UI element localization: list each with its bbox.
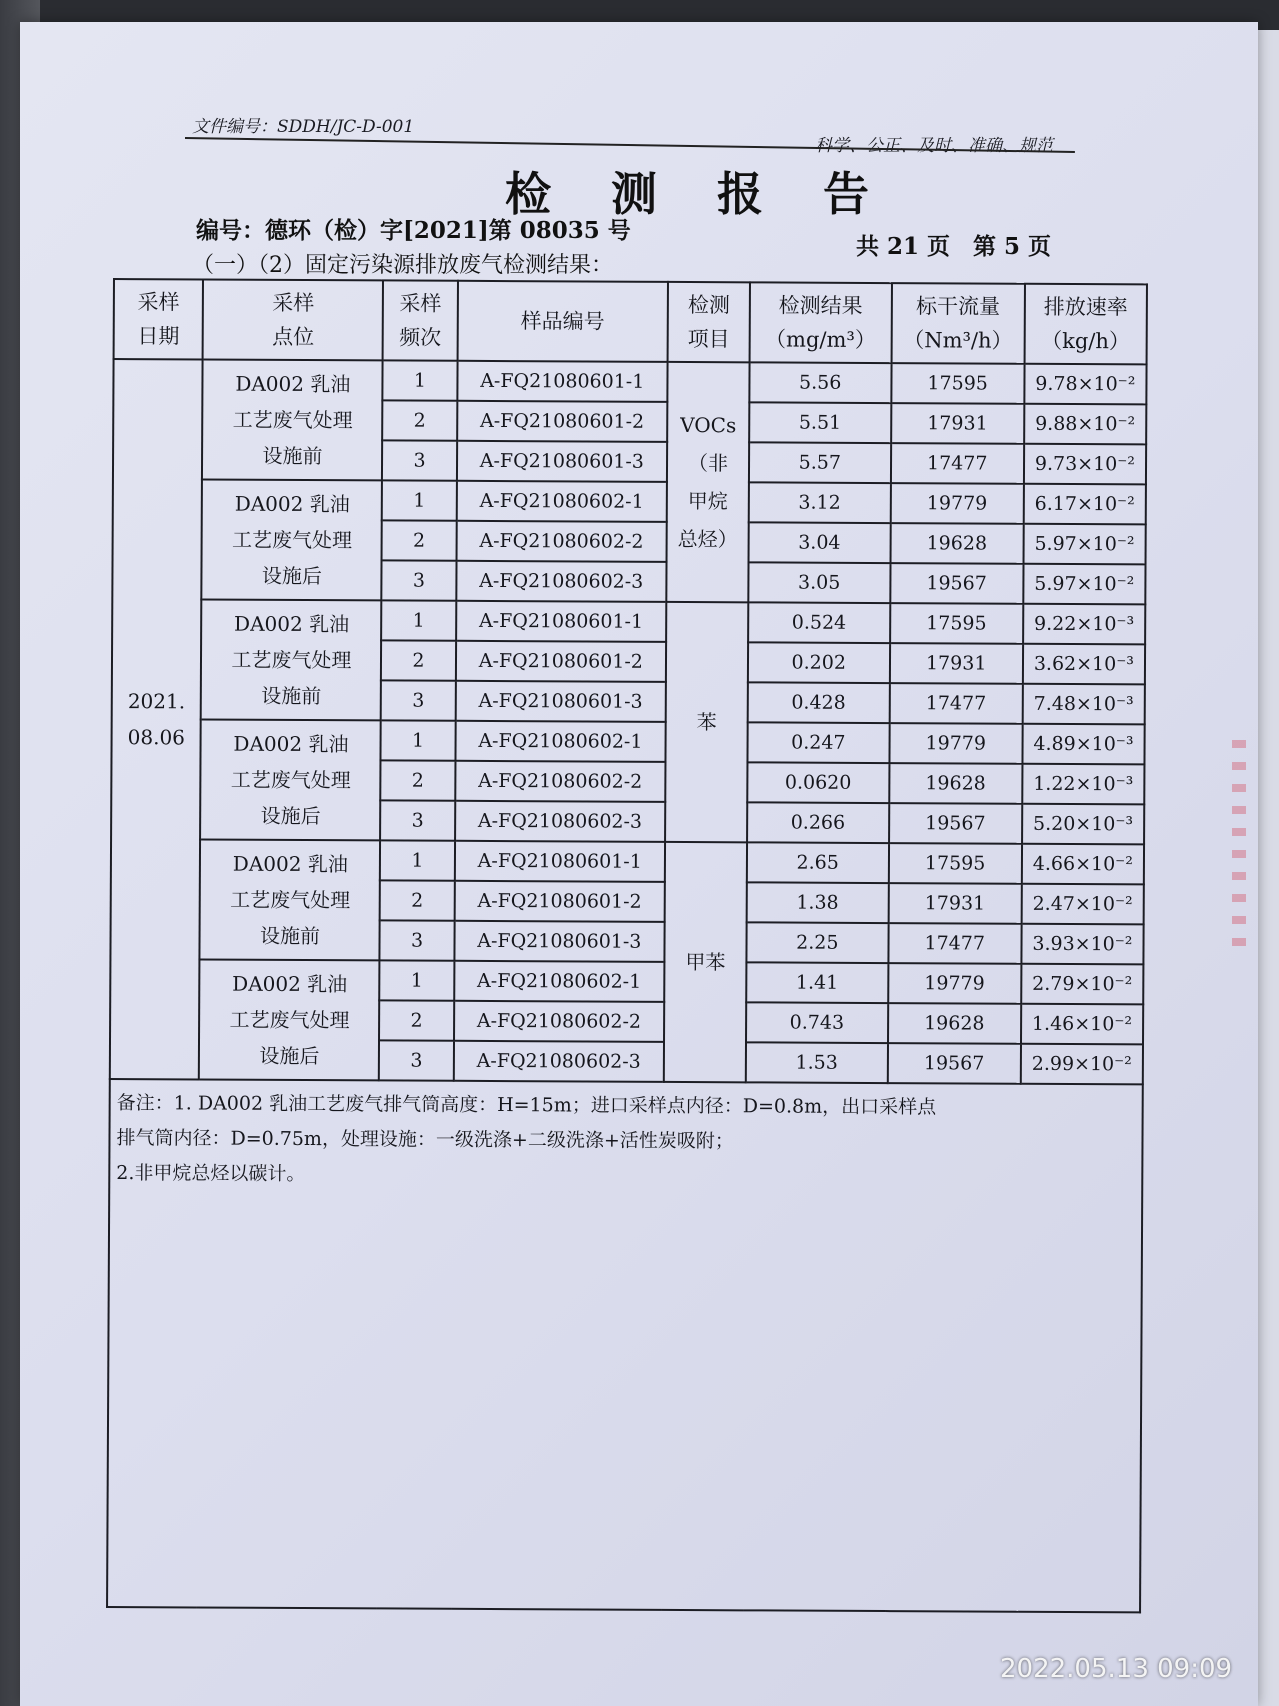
freq-cell: 1 [380,960,454,1000]
rate-cell: 9.22×10⁻³ [1023,604,1145,645]
report-number: 编号：德环（检）字[2021]第 08035 号 [196,217,631,244]
result-cell: 5.56 [749,362,891,403]
sampling-point: DA002 乳油 工艺废气处理 设施后 [202,479,383,600]
sample-id-cell: A-FQ21080601-1 [454,841,665,882]
rate-cell: 9.73×10⁻² [1024,444,1146,485]
table-row [112,599,1145,644]
report-title: 检 测 报 告 [505,167,892,221]
header-point: 采样 点位 [203,279,383,360]
result-cell: 3.05 [748,562,890,603]
freq-cell: 2 [380,880,454,920]
sample-id-cell: A-FQ21080602-1 [455,721,666,762]
rate-cell: 1.46×10⁻² [1021,1004,1143,1045]
photo-timestamp: 2022.05.13 09:09 [1000,1654,1233,1684]
result-cell: 0.524 [748,602,890,643]
remarks [107,1079,1143,1612]
freq-cell: 3 [379,1040,453,1080]
flow-cell: 19779 [888,963,1021,1004]
result-cell: 2.25 [746,922,888,963]
sample-id-cell: A-FQ21080602-3 [453,1041,664,1082]
sample-id-cell: A-FQ21080602-1 [454,961,665,1002]
flow-cell: 17595 [890,603,1023,644]
flow-cell: 17931 [890,643,1023,684]
table-row [111,839,1144,884]
rate-cell: 5.97×10⁻² [1023,524,1145,565]
result-cell: 1.38 [747,882,889,923]
flow-cell: 17931 [891,403,1024,444]
remark-line: 2.非甲烷总烃以碳计。 [116,1162,306,1186]
freq-cell: 3 [380,800,454,840]
table-row [113,479,1146,524]
flow-cell: 19567 [890,563,1023,604]
sample-id-cell: A-FQ21080601-2 [455,641,666,682]
result-cell: 5.57 [749,442,891,483]
results-table-wrapper [106,278,1148,1613]
freq-cell: 3 [381,680,455,720]
sampling-point: DA002 乳油 工艺废气处理 设施前 [202,359,383,480]
sample-id-cell: A-FQ21080601-3 [457,441,668,482]
sample-id-cell: A-FQ21080602-1 [456,481,667,522]
result-cell: 5.51 [749,402,891,443]
header-result: 检测结果 （mg/m³） [749,282,891,363]
flow-cell: 19567 [887,1043,1020,1084]
sampling-point: DA002 乳油 工艺废气处理 设施后 [200,719,381,840]
result-cell: 1.41 [746,962,888,1003]
result-cell: 0.247 [747,722,889,763]
rate-cell: 2.47×10⁻² [1021,884,1143,925]
freq-cell: 2 [379,1000,453,1040]
freq-cell: 2 [382,520,456,560]
sample-id-cell: A-FQ21080601-2 [457,401,668,442]
flow-cell: 17477 [889,683,1022,724]
flow-cell: 19628 [890,523,1023,564]
rate-cell: 4.66×10⁻² [1022,844,1144,885]
flow-cell: 19779 [890,483,1023,524]
header-rate: 排放速率 （kg/h） [1024,284,1147,365]
sampling-point: DA002 乳油 工艺废气处理 设施前 [201,599,382,720]
test-item-vocs: VOCs （非 甲烷 总烃） [666,362,749,602]
remark-line: 排气筒内径：D=0.75m，处理设施：一级洗涤+二级洗涤+活性炭吸附； [116,1127,734,1153]
seal-edge-mark [1232,740,1246,960]
freq-cell: 2 [383,400,457,440]
sample-id-cell: A-FQ21080601-1 [456,601,667,642]
remark-line: 备注：1. DA002 乳油工艺废气排气筒高度：H=15m；进口采样点内径：D=0.8m，出口采样点 [116,1092,937,1119]
sample-id-cell: A-FQ21080602-2 [455,761,666,802]
result-cell: 0.266 [747,802,889,843]
header-freq: 采样 频次 [383,280,458,360]
result-cell: 2.65 [747,842,889,883]
rate-cell: 2.99×10⁻² [1021,1044,1143,1085]
freq-cell: 2 [381,760,455,800]
sample-id-cell: A-FQ21080601-3 [455,681,666,722]
freq-cell: 1 [381,720,455,760]
flow-cell: 19628 [889,763,1022,804]
sample-id-cell: A-FQ21080601-1 [457,361,668,402]
freq-cell: 3 [382,560,456,600]
freq-cell: 2 [381,640,455,680]
result-cell: 0.743 [746,1002,888,1043]
rate-cell: 2.79×10⁻² [1021,964,1143,1005]
table-row [113,359,1146,404]
flow-cell: 19779 [889,723,1022,764]
freq-cell: 3 [380,920,454,960]
rate-cell: 6.17×10⁻² [1023,484,1145,525]
sampling-point: DA002 乳油 工艺废气处理 设施前 [200,839,381,960]
result-cell: 3.04 [748,522,890,563]
file-code: 文件编号：SDDH/JC-D-001 [192,117,415,137]
notes-row [107,1079,1143,1612]
rate-cell: 9.88×10⁻² [1024,404,1146,445]
page-info: 共 21 页 第 5 页 [856,233,1052,260]
motto: 科学、公正、及时、准确、规范 [815,136,1053,156]
freq-cell: 1 [382,480,456,520]
result-cell: 0.0620 [747,762,889,803]
rate-cell: 7.48×10⁻³ [1022,684,1144,725]
sample-id-cell: A-FQ21080601-2 [454,881,665,922]
test-item-toluene: 甲苯 [664,842,747,1082]
rate-cell: 3.62×10⁻³ [1023,644,1145,685]
test-item-benzene: 苯 [665,602,748,842]
flow-cell: 17931 [888,883,1021,924]
sample-id-cell: A-FQ21080602-3 [456,561,667,602]
header-row [114,279,1147,364]
rate-cell: 5.97×10⁻² [1023,564,1145,605]
flow-cell: 19628 [888,1003,1021,1044]
table-row [110,959,1143,1004]
flow-cell: 17595 [891,363,1024,404]
rate-cell: 1.22×10⁻³ [1022,764,1144,805]
section-title: （一）（2）固定污染源排放废气检测结果： [192,253,613,278]
rate-cell: 4.89×10⁻³ [1022,724,1144,765]
sample-id-cell: A-FQ21080601-3 [454,921,665,962]
freq-cell: 1 [383,360,457,400]
result-cell: 1.53 [746,1042,888,1083]
rate-cell: 9.78×10⁻² [1024,364,1146,405]
result-cell: 0.202 [748,642,890,683]
table-row [111,719,1144,764]
result-cell: 0.428 [748,682,890,723]
freq-cell: 1 [382,600,456,640]
rate-cell: 3.93×10⁻² [1021,924,1143,965]
freq-cell: 1 [380,840,454,880]
sample-id-cell: A-FQ21080602-2 [456,521,667,562]
rate-cell: 5.20×10⁻³ [1022,804,1144,845]
result-cell: 3.12 [749,482,891,523]
results-table [106,278,1148,1613]
sample-id-cell: A-FQ21080602-3 [455,801,666,842]
freq-cell: 3 [382,440,456,480]
sampling-point: DA002 乳油 工艺废气处理 设施后 [199,959,380,1080]
sampling-date: 2021. 08.06 [110,359,203,1079]
header-date: 采样 日期 [114,279,204,359]
flow-cell: 19567 [889,803,1022,844]
flow-cell: 17595 [889,843,1022,884]
header-item: 检测 项目 [668,282,750,362]
header-sample-id: 样品编号 [457,281,668,362]
header-flow: 标干流量 （Nm³/h） [891,283,1024,364]
sample-id-cell: A-FQ21080602-2 [454,1001,665,1042]
flow-cell: 17477 [888,923,1021,964]
flow-cell: 17477 [891,443,1024,484]
